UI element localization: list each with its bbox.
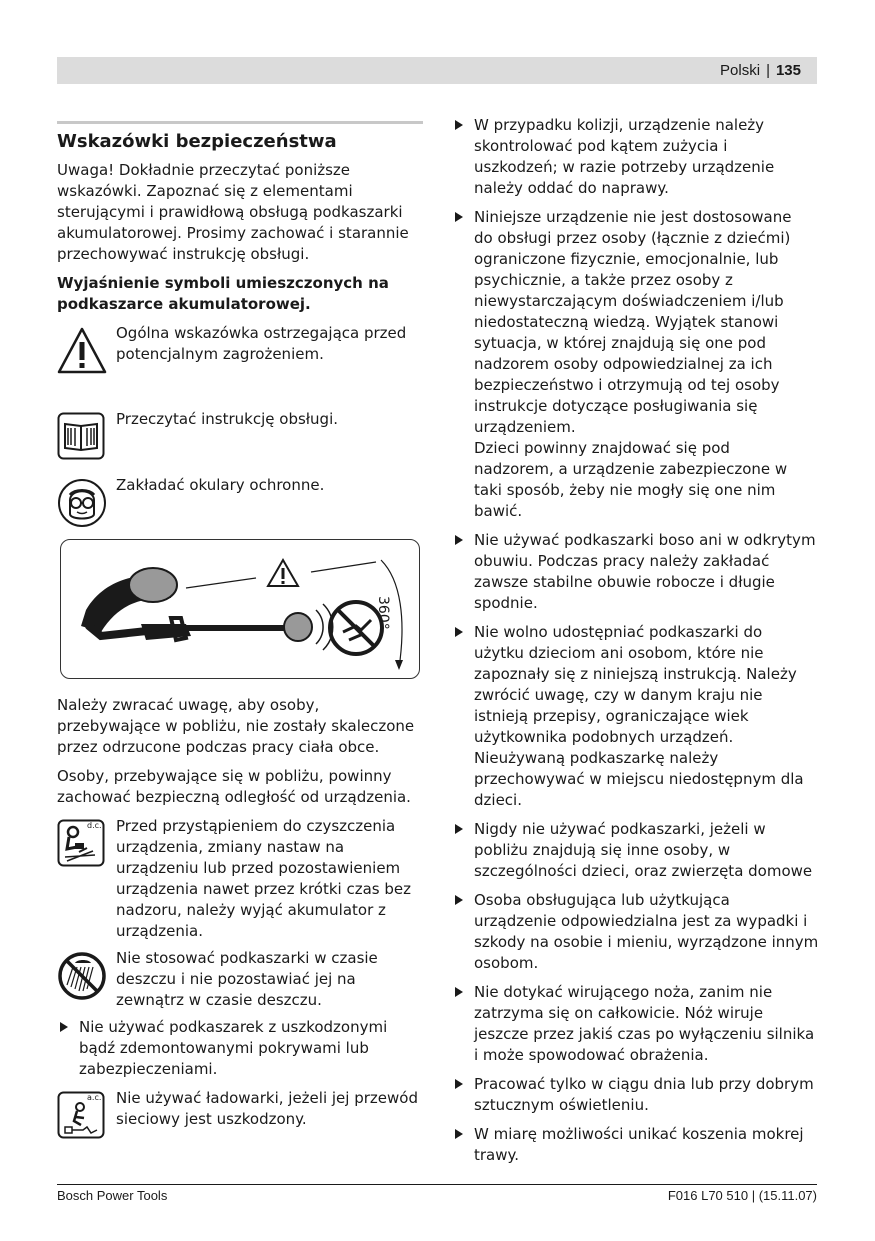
bullet-line: skontrolować pod kątem zużycia i	[474, 137, 728, 155]
bullet-line: uszkodzeń; w razie potrzeby urządzenie	[474, 158, 775, 176]
bullet-line: szkody na osobie i mieniu, wyrządzone innym	[474, 933, 819, 951]
safety-goggles-icon	[57, 478, 105, 526]
list-item	[452, 622, 824, 811]
dc-badge: d.c.	[87, 821, 102, 830]
distance-paragraph: Osoby, przebywające się w pobliżu, powinny zachować bezpieczną odległość od urządzenia.	[57, 767, 411, 806]
bullet-line: instrukcje dotyczące posługiwania się	[474, 397, 758, 415]
figure-angle-label: 360°	[375, 596, 391, 630]
bullet-arrow-icon	[455, 895, 463, 905]
bullet-line: pobliżu znajdują się inne osoby, w	[474, 841, 731, 859]
bullet-line: Nie dotykać wirującego noża, zanim nie	[474, 983, 773, 1001]
header-separator: |	[766, 62, 770, 79]
bullet-line: urządzeniem.	[474, 418, 576, 436]
bullet-line: przechowywać w miejscu niedostępnym dla	[474, 770, 804, 788]
bullet-line: istnieją przepisy, ograniczające wiek	[474, 707, 749, 725]
list-item	[452, 1074, 824, 1116]
footer-brand: Bosch Power Tools	[57, 1188, 168, 1203]
bullet-line: W przypadku kolizji, urządzenie należy	[474, 116, 765, 134]
thrown-objects-hazard-figure	[60, 539, 420, 679]
symbol-row-manual	[57, 409, 423, 461]
section-rule	[57, 121, 423, 124]
right-bullet-list	[452, 115, 824, 1166]
bullet-line: dzieci.	[474, 791, 522, 809]
bullet-line: W miarę możliwości unikać koszenia mokrej	[474, 1125, 804, 1143]
section-title: Wskazówki bezpieczeństwa	[57, 131, 337, 152]
bullet-line: Nigdy nie używać podkaszarki, jeżeli w	[474, 820, 766, 838]
bullet-line: do obsługi przez osoby (łącznie z dziećmi)	[474, 229, 791, 247]
bullet-line: zawsze stabilne obuwie robocze i długie	[474, 573, 775, 591]
bullet-line: szczególności dzieci, oraz zwierzęta domowe	[474, 862, 813, 880]
bullet-line: zwrócić uwagę, czy w danym kraju nie	[474, 686, 763, 704]
bullet-line: nadzorem osoby odpowiedzialnej za ich	[474, 355, 773, 373]
bullet-line: ograniczone fizycznie, emocjonalnie, lub	[474, 250, 779, 268]
symbol-text: Ogólna wskazówka ostrzegająca przed potencjalnym zagrożeniem.	[116, 324, 407, 363]
bullet-line: Nie używać podkaszarki boso ani w odkrytym	[474, 531, 816, 549]
bullet-line: i może spowodować obrażenia.	[474, 1046, 709, 1064]
bullet-line: bawić.	[474, 502, 523, 520]
list-item	[452, 115, 824, 199]
list-item	[452, 819, 824, 882]
bullet-line: nadzorem, a urządzenie zabezpieczone w	[474, 460, 788, 478]
bullet-line: zatrzyma się on całkowicie. Nóż wiruje	[474, 1004, 764, 1022]
symbol-row-no-rain	[57, 948, 423, 1011]
bullet-arrow-icon	[60, 1022, 68, 1032]
list-item	[452, 530, 824, 614]
symbol-row-goggles	[57, 475, 423, 527]
bullet-line: sztucznym oświetleniu.	[474, 1096, 649, 1114]
bullet-line: jeszcze przez jakiś czas po wyłączeniu silnika	[474, 1025, 815, 1043]
bullet-line: obuwiu. Podczas pracy należy zakładać	[474, 552, 770, 570]
list-item	[452, 1124, 824, 1166]
page-header	[57, 57, 817, 84]
bullet-line: Dzieci powinny znajdować się pod	[474, 439, 730, 457]
bullet-line: taki sposób, żeby nie mogły się one nim	[474, 481, 776, 499]
bullet-line: niewystarczającym doświadczeniem i/lub	[474, 292, 784, 310]
bullet-arrow-icon	[455, 212, 463, 222]
right-column	[452, 115, 824, 1174]
bullet-arrow-icon	[455, 535, 463, 545]
bullet-line: użytku dzieciom ani osobom, które nie	[474, 644, 764, 662]
symbol-row-damaged-cable	[57, 1088, 423, 1138]
bullet-arrow-icon	[455, 1079, 463, 1089]
symbol-row-warning	[57, 323, 423, 387]
bullet-line: spodnie.	[474, 594, 538, 612]
read-manual-icon	[57, 412, 105, 460]
bullet-arrow-icon	[455, 1129, 463, 1139]
bullet-line: bezpieczeństwo i otrzymują od tej osoby	[474, 376, 780, 394]
bullet-line: Nie wolno udostępniać podkaszarki do	[474, 623, 763, 641]
symbol-text: Nie używać ładowarki, jeżeli jej przewód sieciowy jest uszkodzony.	[116, 1089, 418, 1128]
list-item	[452, 982, 824, 1066]
symbol-text: Przeczytać instrukcję obsługi.	[116, 410, 339, 428]
list-item	[452, 207, 824, 522]
page-footer	[57, 1184, 817, 1205]
bullet-line: Osoba obsługująca lub użytkująca	[474, 891, 730, 909]
bullet-line: niedostateczną wiedzą. Wyjątek stanowi	[474, 313, 779, 331]
symbols-heading: Wyjaśnienie symboli umieszczonych na podkaszarce akumulatorowej.	[57, 274, 389, 313]
bullet-line: zapoznały się z niniejszą instrukcją. Należy	[474, 665, 797, 683]
no-rain-icon	[57, 951, 105, 999]
bystanders-paragraph: Należy zwracać uwagę, aby osoby, przebywające w pobliżu, nie zostały skaleczone przez odrzucone podczas pracy ciała obce.	[57, 696, 415, 756]
bullet-line: Pracować tylko w ciągu dnia lub przy dobrym	[474, 1075, 814, 1093]
symbol-text: Przed przystąpieniem do czyszczenia urządzenia, zmiany nastaw na urządzeniu lub przed pozostawieniem urządzenia nawet przez krótki czas bez nadzoru, należy wyjąć akumulator z urządzenia.	[116, 817, 411, 940]
symbol-text: Nie stosować podkaszarki w czasie deszczu i nie pozostawiać jej na zewnątrz w czasie deszczu.	[116, 949, 378, 1009]
bullet-arrow-icon	[455, 627, 463, 637]
bullet-arrow-icon	[455, 120, 463, 130]
list-item	[452, 890, 824, 974]
bullet-arrow-icon	[455, 987, 463, 997]
bullet-arrow-icon	[455, 824, 463, 834]
left-bullet-list	[57, 1017, 423, 1080]
bullet-line: należy oddać do naprawy.	[474, 179, 669, 197]
footer-doc-id: F016 L70 510 | (15.11.07)	[667, 1188, 817, 1203]
bullet-line: użytkownika podobnych urządzeń.	[474, 728, 734, 746]
bullet-line: urządzenie odpowiedzialna jest za wypadki i	[474, 912, 808, 930]
damaged-cable-icon	[57, 1091, 105, 1139]
list-item	[57, 1017, 423, 1080]
bullet-line: Nieużywaną podkaszarkę należy	[474, 749, 719, 767]
header-language: Polski	[720, 62, 761, 79]
symbol-text: Zakładać okulary ochronne.	[116, 476, 325, 494]
bullet-line: sytuacja, w której znajdują się one pod	[474, 334, 766, 352]
bullet-line: psychicznie, a także przez osoby z	[474, 271, 733, 289]
bullet-line: osobom.	[474, 954, 539, 972]
bullet-line: trawy.	[474, 1146, 520, 1164]
warning-triangle-icon	[57, 326, 105, 374]
page-number: 135	[775, 62, 801, 79]
ac-badge: a.c.	[87, 1093, 102, 1102]
left-column	[57, 115, 423, 1138]
remove-battery-icon	[57, 819, 105, 867]
bullet-line: Niniejsze urządzenie nie jest dostosowane	[474, 208, 792, 226]
symbol-row-remove-battery	[57, 816, 423, 942]
intro-paragraph: Uwaga! Dokładnie przeczytać poniższe wskazówki. Zapoznać się z elementami sterującymi i prawidłową obsługą podkaszarki akumulatorowej. Prosimy zachować i starannie przechowywać instrukcję obsługi.	[57, 161, 409, 263]
bullet-text: Nie używać podkaszarek z uszkodzonymi bądź zdemontowanymi pokrywami lub zabezpieczeniami.	[79, 1018, 388, 1078]
